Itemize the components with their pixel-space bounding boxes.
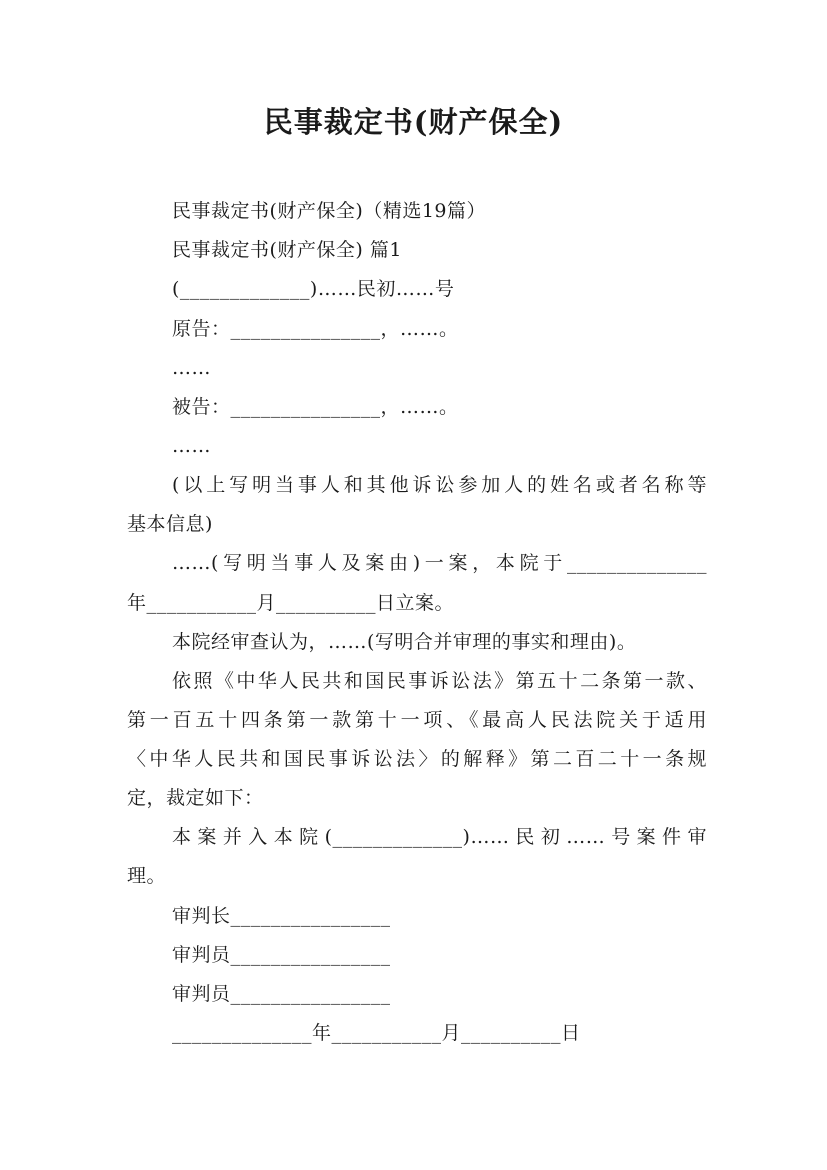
defendant-line: 被告：_______________，……。 [172, 396, 459, 418]
document-subtitle: 民事裁定书(财产保全)（精选19篇） [172, 200, 487, 222]
paragraph-line: 年___________月__________日立案。 [127, 592, 455, 614]
paragraph-line: 本案并入本院(_____________)……民初……号案件审 [172, 826, 707, 848]
ellipsis-line: …… [172, 435, 211, 457]
paragraph-line: ……(写明当事人及案由)一案，本院于______________ [172, 552, 707, 574]
plaintiff-line: 原告：_______________，……。 [172, 318, 459, 340]
paragraph-line: 依照《中华人民共和国民事诉讼法》第五十二条第一款、 [172, 670, 707, 692]
ellipsis-line: …… [172, 357, 211, 379]
date-line: ______________年___________月__________日 [172, 1022, 581, 1044]
paragraph-line: 定，裁定如下： [127, 787, 264, 809]
document-title: 民事裁定书(财产保全) [263, 105, 564, 139]
paragraph-line: 基本信息) [127, 513, 213, 535]
paragraph-line: 本院经审查认为，……(写明合并审理的事实和理由)。 [172, 631, 637, 653]
signature-judge: 审判员________________ [172, 944, 391, 966]
case-number-line: (_____________)……民初……号 [172, 278, 455, 300]
paragraph-line: 第一百五十四条第一款第十一项、《最高人民法院关于适用 [127, 709, 707, 731]
signature-chief-judge: 审判长________________ [172, 905, 391, 927]
paragraph-line: 〈中华人民共和国民事诉讼法〉的解释》第二百二十一条规 [127, 748, 707, 770]
paragraph-line: (以上写明当事人和其他诉讼参加人的姓名或者名称等 [172, 474, 707, 496]
signature-judge: 审判员________________ [172, 983, 391, 1005]
paragraph-line: 理。 [127, 865, 167, 887]
section-heading: 民事裁定书(财产保全) 篇1 [172, 239, 402, 261]
